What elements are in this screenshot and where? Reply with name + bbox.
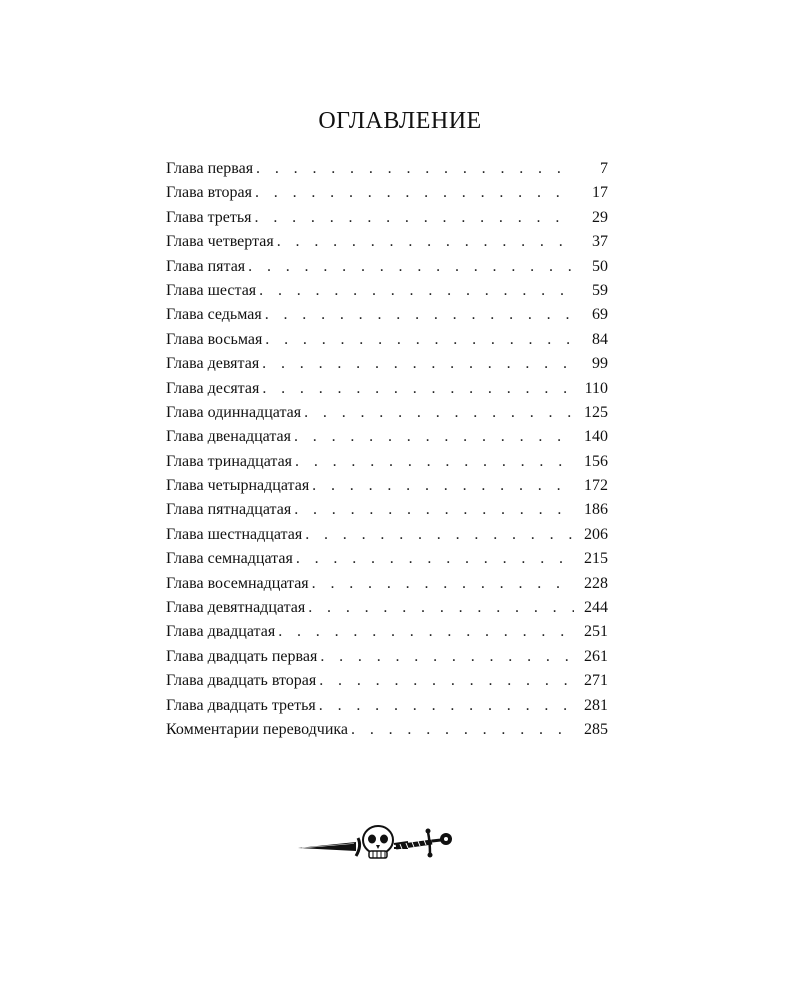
dot-leader — [256, 157, 574, 181]
dot-leader — [259, 279, 574, 303]
toc-entry[interactable] — [166, 328, 608, 352]
dot-leader — [320, 645, 574, 669]
dot-leader — [296, 547, 574, 571]
toc-entry-label: Глава первая — [166, 160, 254, 177]
toc-entry[interactable] — [166, 279, 608, 303]
dot-leader — [248, 255, 574, 279]
toc-entry[interactable] — [166, 669, 608, 693]
toc-entry-page: 29 — [592, 208, 608, 226]
toc-entry[interactable] — [166, 474, 608, 498]
dot-leader — [351, 718, 574, 742]
dot-leader — [319, 669, 574, 693]
toc-entry[interactable] — [166, 572, 608, 596]
dot-leader — [262, 352, 574, 376]
dot-leader — [312, 474, 574, 498]
dot-leader — [312, 572, 574, 596]
toc-entry-label: Глава двадцать вторая — [166, 672, 317, 690]
toc-entry-page: 140 — [584, 428, 608, 446]
toc-entry-label: Глава двадцатая — [166, 623, 276, 641]
toc-entry[interactable] — [166, 255, 608, 279]
toc-entry-label: Глава шестнадцатая — [166, 525, 303, 543]
dot-leader — [294, 498, 574, 522]
toc-entry[interactable] — [166, 157, 608, 181]
toc-entry[interactable] — [166, 230, 608, 254]
toc-entry[interactable] — [166, 498, 608, 522]
toc-entry-label: Комментарии переводчика — [166, 720, 349, 738]
toc-entry[interactable] — [166, 450, 608, 474]
toc-entry-page: 50 — [592, 257, 608, 275]
toc-entry[interactable] — [166, 425, 608, 449]
toc-entry-page: 186 — [584, 501, 608, 519]
toc-entry-page: 37 — [592, 233, 608, 251]
toc-entry[interactable] — [166, 303, 608, 327]
dot-leader — [304, 401, 574, 425]
table-of-contents — [166, 157, 608, 742]
toc-entry[interactable] — [166, 645, 608, 669]
toc-entry-label: Глава пятнадцатая — [166, 501, 292, 519]
dot-leader — [277, 230, 574, 254]
toc-entry[interactable] — [166, 596, 608, 620]
toc-entry-page: 281 — [584, 696, 608, 714]
toc-entry-label: Глава двадцать третья — [166, 696, 316, 714]
toc-entry-label: Глава одиннадцатая — [166, 403, 302, 421]
dot-leader — [255, 206, 574, 230]
toc-entry-page: 206 — [584, 525, 608, 543]
toc-entry-label: Глава восьмая — [166, 330, 263, 348]
toc-entry-label: Глава восемнадцатая — [166, 574, 309, 592]
toc-entry-page: 156 — [584, 452, 608, 470]
toc-entry-label: Глава шестая — [166, 281, 257, 299]
toc-entry-page: 59 — [592, 281, 608, 299]
dot-leader — [295, 450, 574, 474]
toc-entry[interactable] — [166, 718, 608, 742]
dot-leader — [319, 694, 574, 718]
toc-entry-label: Глава четвертая — [166, 233, 274, 251]
dot-leader — [265, 303, 574, 327]
toc-entry[interactable] — [166, 620, 608, 644]
toc-entry-page: 271 — [584, 672, 608, 690]
toc-entry-page: 125 — [584, 403, 608, 421]
toc-entry[interactable] — [166, 547, 608, 571]
dot-leader — [308, 596, 574, 620]
toc-entry-page: 228 — [584, 574, 608, 592]
toc-entry-label: Глава тринадцатая — [166, 452, 293, 470]
page-title: ОГЛАВЛЕНИЕ — [318, 108, 482, 134]
dot-leader — [305, 523, 574, 547]
toc-entry-page: 84 — [592, 330, 608, 348]
dot-leader — [262, 377, 574, 401]
toc-entry-page: 7 — [600, 160, 608, 177]
toc-entry[interactable] — [166, 181, 608, 205]
toc-entry[interactable] — [166, 206, 608, 230]
toc-entry-label: Глава пятая — [166, 257, 246, 275]
toc-entry[interactable] — [166, 352, 608, 376]
toc-entry-page: 215 — [584, 550, 608, 568]
skull-and-sword-icon — [296, 818, 464, 868]
dot-leader — [265, 328, 574, 352]
toc-entry-label: Глава третья — [166, 208, 252, 226]
toc-entry-page: 69 — [592, 306, 608, 324]
toc-entry-label: Глава двенадцатая — [166, 428, 291, 446]
toc-entry[interactable] — [166, 694, 608, 718]
toc-entry-page: 99 — [592, 355, 608, 373]
toc-entry[interactable] — [166, 377, 608, 401]
toc-entry-label: Глава четырнадцатая — [166, 477, 310, 495]
dot-leader — [294, 425, 574, 449]
toc-entry-label: Глава девятая — [166, 355, 260, 373]
toc-entry-page: 172 — [584, 477, 608, 495]
toc-entry-page: 285 — [584, 720, 608, 738]
dot-leader — [255, 181, 574, 205]
toc-entry-label: Глава седьмая — [166, 306, 262, 324]
toc-entry-label: Глава двадцать первая — [166, 647, 318, 665]
dot-leader — [278, 620, 574, 644]
toc-entry-page: 17 — [592, 184, 608, 202]
toc-entry[interactable] — [166, 523, 608, 547]
toc-entry[interactable] — [166, 401, 608, 425]
toc-entry-page: 251 — [584, 623, 608, 641]
toc-entry-page: 110 — [584, 379, 608, 397]
toc-entry-label: Глава десятая — [166, 379, 260, 397]
toc-entry-page: 244 — [584, 599, 608, 617]
toc-entry-label: Глава вторая — [166, 184, 252, 202]
toc-entry-label: Глава девятнадцатая — [166, 599, 306, 617]
toc-entry-label: Глава семнадцатая — [166, 550, 293, 568]
toc-entry-page: 261 — [584, 647, 608, 665]
